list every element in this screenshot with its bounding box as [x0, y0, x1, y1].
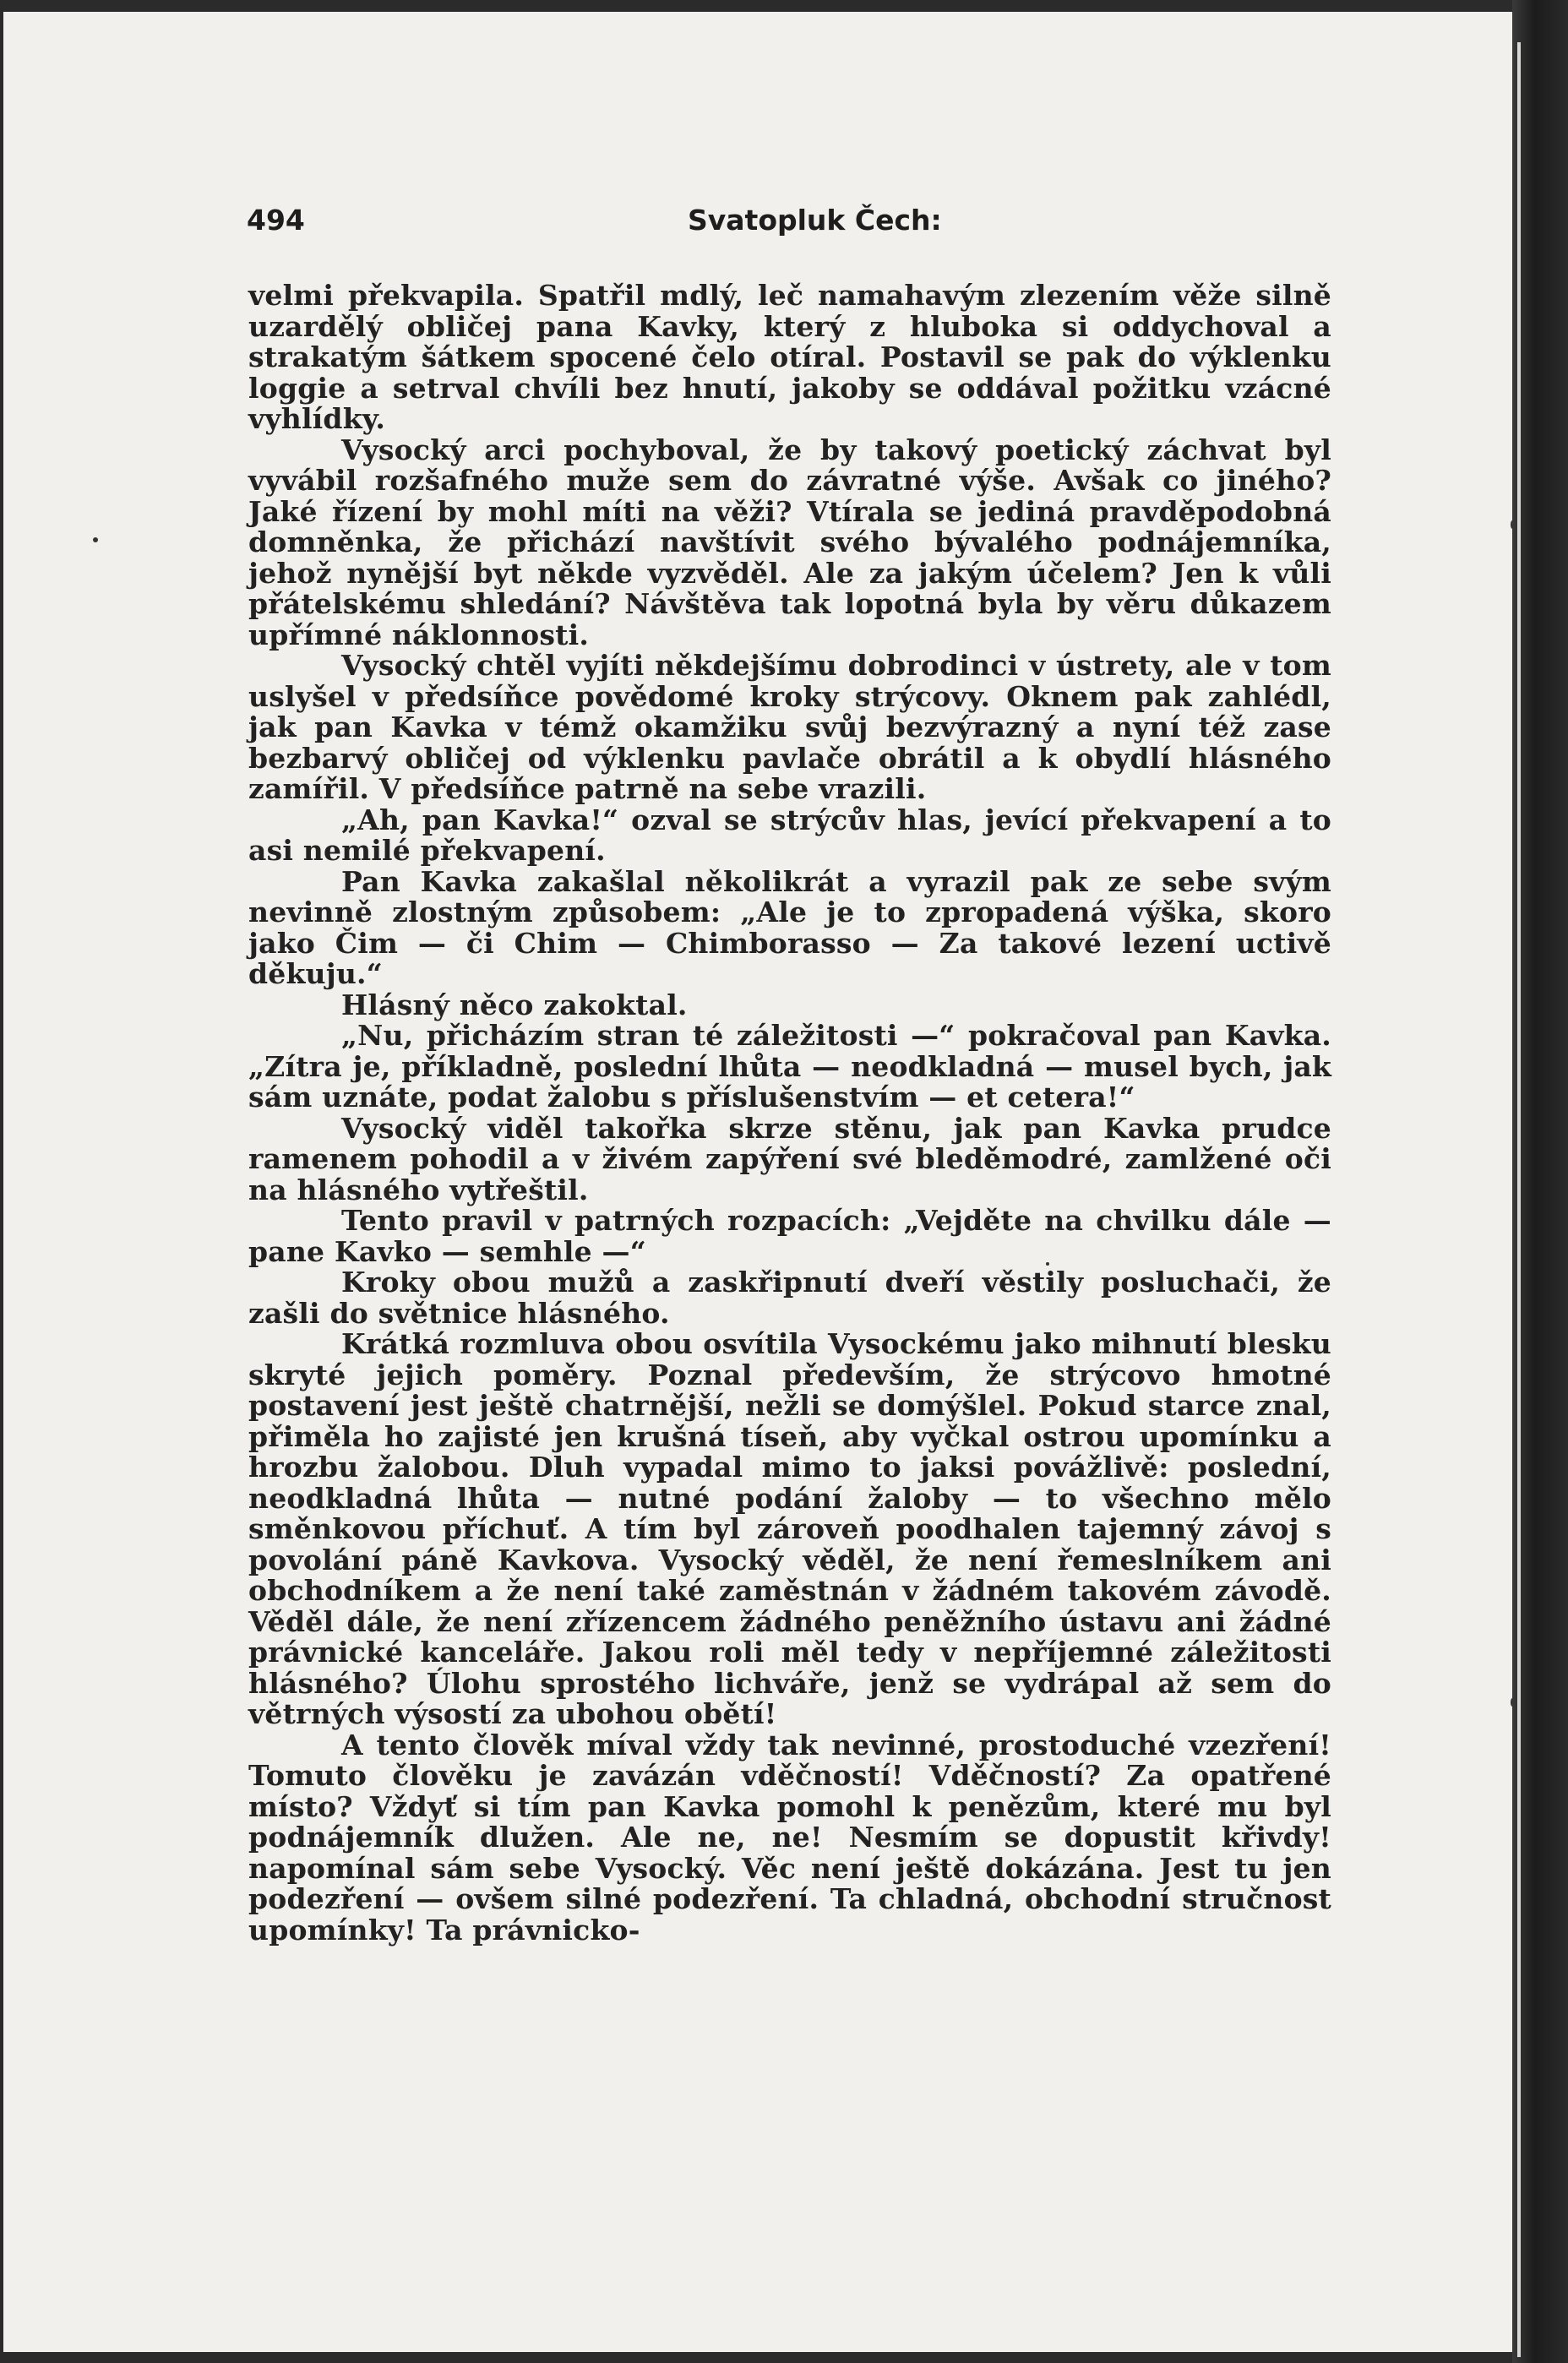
book-page	[3, 12, 1512, 2352]
page-number: 494	[247, 204, 305, 237]
paragraph: Vysocký arci pochyboval, že by takový poetický záchvat byl vyvábil rozšafného muže sem do závratné výše. Avšak co jiného? Jaké řízení by mohl míti na věži? Vtírala se jediná pravděpodobná domněnka, že přichází navštívit svého bývalého podnájemníka, jehož nynější byt někde vyzvěděl. Ale za jakým účelem? Jen k vůli přátelskému shledání? Návštěva tak lopotná byla by věru důkazem upřímné náklonnosti.	[248, 433, 1331, 651]
paragraph: Krátká rozmluva obou osvítila Vysockému jako mihnutí blesku skryté jejich poměry. Poznal především, že strýcovo hmotné postavení jest ještě chatrnější, nežli se domýšlel. Pokud starce znal, přiměla ho zajisté jen krušná tíseň, aby vyčkal ostrou upomínku a hrozbu žalobou. Dluh vypadal mimo to jaksi povážlivě: poslední, neodkladná lhůta — nutné podání žaloby — to všechno mělo směnkovou příchuť. A tím byl zároveň poodhalen tajemný závoj s povolání páně Kavkova. Vysocký věděl, že není řemeslníkem ani obchodníkem a že není také zaměstnán v žádném takovém závodě. Věděl dále, že není zřízencem žádného peněžního ústavu ani žádné právnické kanceláře. Jakou roli měl tedy v nepříjemné záležitosti hlásného? Úlohu sprostého lichváře, jenž se vydrápal až sem do větrných výsostí za ubohou obětí!	[248, 1327, 1331, 1730]
paragraph: Vysocký chtěl vyjíti někdejšímu dobrodinci v ústrety, ale v tom uslyšel v předsíňce povědomé kroky strýcovy. Oknem pak zahlédl, jak pan Kavka v témž okamžiku svůj bezvýrazný a nyní též zase bezbarvý obličej od výklenku pavlače obrátil a k obydlí hlásného zamířil. V předsíňce patrně na sebe vrazili.	[248, 649, 1331, 805]
page-header	[247, 193, 1337, 244]
running-head: Svatopluk Čech:	[688, 204, 942, 237]
paragraph: Hlásný něco zakoktal.	[341, 988, 688, 1021]
scan-speck	[1046, 1262, 1049, 1266]
paragraph: Pan Kavka zakašlal několikrát a vyrazil pak ze sebe svým nevinně zlostným způsobem: „Ale je to zpropadená výška, skoro jako Čim — či Chim — Chimborasso — Za takové lezení uctivě děkuju.“	[248, 864, 1331, 990]
paragraph: Vysocký viděl takořka skrze stěnu, jak pan Kavka prudce ramenem pohodil a v živém zapýření své bleděmodré, zamlžené oči na hlásného vytřeštil.	[248, 1111, 1331, 1206]
body-text	[248, 280, 1331, 1946]
page-edge-line	[1517, 42, 1521, 2357]
paragraph: Kroky obou mužů a zaskřipnutí dveří věstily posluchači, že zašli do světnice hlásného.	[248, 1266, 1331, 1330]
paragraph: „Ah, pan Kavka!“ ozval se strýcův hlas, jevící překvapení a to asi nemilé překvapení.	[248, 803, 1331, 867]
paragraph: Tento pravil v patrných rozpacích: „Vejděte na chvilku dále — pane Kavko — semhle —“	[248, 1204, 1331, 1268]
paragraph: velmi překvapila. Spatřil mdlý, leč namahavým zlezením věže silně uzardělý obličej pana Kavky, který z hluboka si oddychoval a strakatým šátkem spocené čelo otíral. Postavil se pak do výklenku loggie a setrval chvíli bez hnutí, jakoby se oddával požitku vzácné vyhlídky.	[248, 279, 1331, 435]
paragraph: A tento člověk míval vždy tak nevinné, prostoduché vzezření! Tomuto člověku je zavázán vděčností! Vděčností? Za opatřené místo? Vždyť si tím pan Kavka pomohl k penězům, které mu byl podnájemník dlužen. Ale ne, ne! Nesmím se dopustit křivdy! napomínal sám sebe Vysocký. Věc není ještě dokázána. Jest tu jen podezření — ovšem silné podezření. Ta chladná, obchodní stručnost upomínky! Ta právnicko-	[248, 1728, 1331, 1946]
paragraph: „Nu, přicházím stran té záležitosti —“ pokračoval pan Kavka. „Zítra je, příkladně, poslední lhůta — neodkladná — musel bych, jak sám uznáte, podat žalobu s příslušenstvím — et cetera!“	[248, 1019, 1331, 1113]
scan-speck	[93, 537, 98, 542]
